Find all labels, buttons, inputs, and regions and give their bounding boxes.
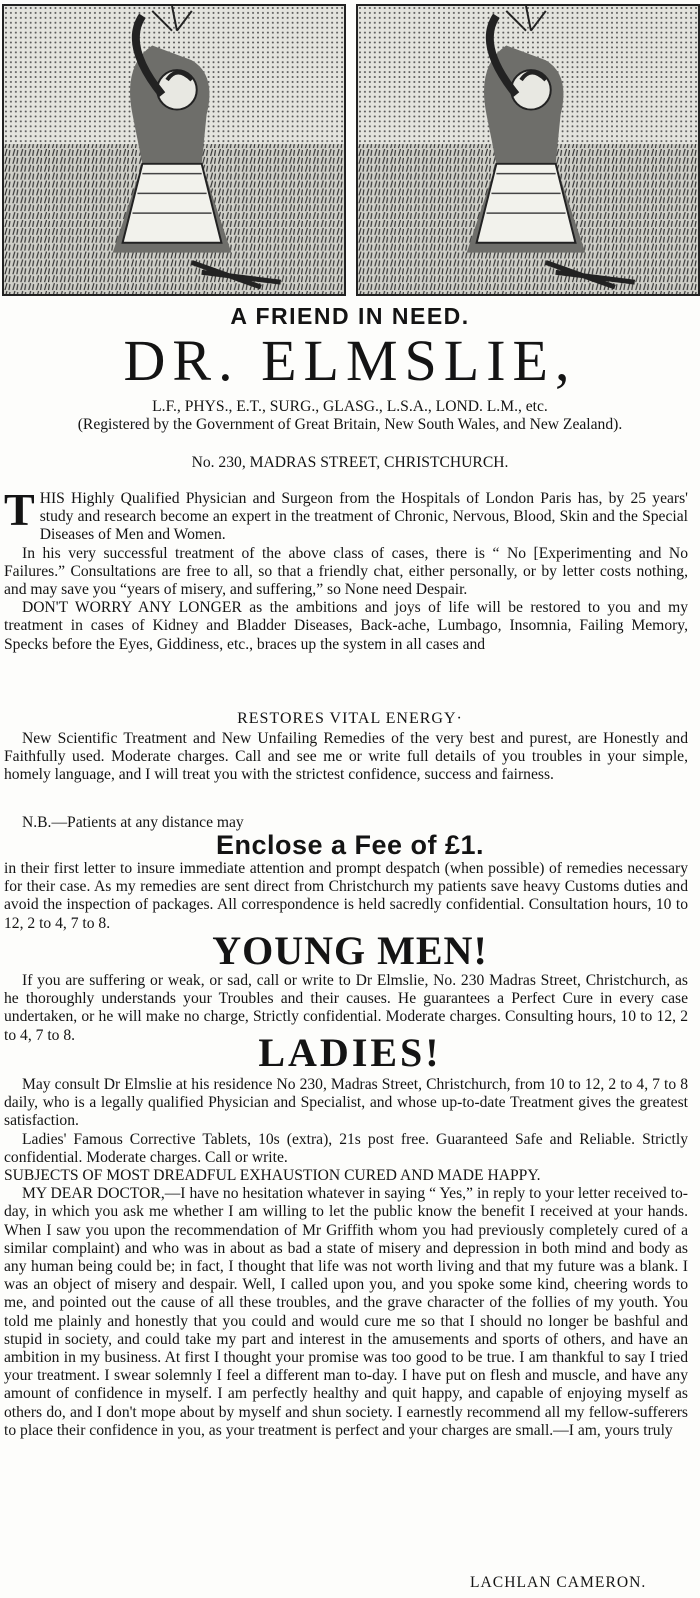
- intro-text-1: HIS Highly Qualified Physician and Surgeon from the Hospitals of London Paris has, by 25 years' study and research become an expert in the treatment of Chronic, Nervous, Blood, Skin and the Special Diseases of Men and Women.: [39, 490, 688, 544]
- qualifications-line: L.F., PHYS., E.T., SURG., GLASG., L.S.A., LOND. L.M., etc.: [152, 398, 548, 415]
- enclose-fee-heading: Enclose a Fee of £1.: [215, 830, 485, 860]
- restores-section: [4, 730, 688, 785]
- ladies-heading: LADIES!: [258, 1030, 442, 1075]
- tagline-heading: A FRIEND IN NEED.: [230, 303, 470, 329]
- woman-with-raised-arm-image: [358, 6, 698, 294]
- address-line: No. 230, MADRAS STREET, CHRISTCHURCH.: [191, 454, 509, 471]
- illustrations: [0, 4, 700, 300]
- fee-nb-line: N.B.—Patients at any distance may: [22, 814, 244, 831]
- woman-with-raised-arm-image: [4, 6, 344, 294]
- intro-paragraph-3: DON'T WORRY ANY LONGER as the ambitions and joys of life will be restored to you and my treatment in cases of Kidney and Bladder Diseases, Back-ache, Lumbago, Insomnia, Failing Memory, Specks before the Eyes, Giddiness, etc., braces up the system in all cases and: [4, 599, 688, 653]
- intro-paragraph-2: In his very successful treatment of the above class of cases, there is “ No [Experimenting and No Failures.” Consultations are free to all, so that a friendly chat, either personally, or by letter costs nothing, and may save you “years of misery, and suffering,” so None need Despair.: [4, 544, 688, 599]
- ladies-paragraph-2: Ladies' Famous Corrective Tablets, 10s (extra), 21s post free. Guaranteed Safe and Reliable. Strictly confidential. Moderate charges. Call or write.: [4, 1130, 688, 1166]
- signature-name: LACHLAN CAMERON.: [470, 1574, 647, 1591]
- young-men-heading: YOUNG MEN!: [212, 928, 488, 973]
- illustration-woman-left: [2, 4, 346, 296]
- young-men-paragraph: If you are suffering or weak, or sad, call or write to Dr Elmslie, No. 230 Madras Street, Christchurch, as he thoroughly understands your Troubles and their causes. He guarantees a Perfect Cure in every case undertaken, or he will make no charge, Strictly confidential. Moderate charges. Consulting hours, 10 to 12, 2 to 4, 7 to 8.: [4, 972, 688, 1044]
- restores-vital-energy-heading: RESTORES VITAL ENERGY·: [237, 710, 463, 727]
- restores-paragraph: New Scientific Treatment and New Unfailing Remedies of the very best and purest, are Honestly and Faithfully used. Moderate charges. Call and see me or write full details of you troubles in your simple, homely language, and I will treat you with the strictest confidence, success and fairness.: [4, 730, 688, 784]
- illustration-woman-right: [356, 4, 700, 296]
- testimonial-letter: MY DEAR DOCTOR,—I have no hesitation whatever in saying “ Yes,” in reply to your letter received to-day, in which you ask me whether I am willing to let the public know the benefit I received at your hands. When I saw you upon the recommendation of Mr Griffith whom you had previously completely cured of a similar complaint) and who was in about as bad a state of misery and depression in both mind and body as any human being could be; in fact, I thought that life was not worth living and that my future was a blank. I was an object of misery and despair. Well, I called upon you, and you spoke some kind, cheering words to me, and pointed out the cause of all these troubles, and the grave character of the follies of my youth. You told me plainly and honestly that you could and would cure me so that I should no longer be bashful and stupid in society, and could take my part and interest in the amusements and sports of others, and have an ambition in my business. At first I thought your promise was too good to be true. I am thankful to say I tried your treatment. I swear solemnly I feel a different man to-day. I have put on flesh and muscle, and have any amount of confidence in myself. I am perfectly healthy and quit happy, and capable of enjoying myself as others do, and I don't mope about by myself and shun society. I earnestly recommend all my fellow-sufferers to place their confidence in you, as your treatment is perfect and your charges are small.—I am, yours truly: [4, 1185, 688, 1439]
- fee-section: [4, 860, 688, 933]
- intro-paragraph-1: [4, 484, 688, 545]
- drop-cap: T: [4, 484, 35, 535]
- ladies-subheading: SUBJECTS OF MOST DREADFUL EXHAUSTION CURED AND MADE HAPPY.: [4, 1167, 541, 1185]
- ladies-section: [4, 1076, 688, 1440]
- ladies-paragraph-1: May consult Dr Elmslie at his residence No 230, Madras Street, Christchurch, from 10 to 12, 2 to 4, 7 to 8 daily, who is a legally qualified Physician and Specialist, and whose up-to-date Treatment gives the greatest satisfaction.: [4, 1076, 688, 1130]
- registration-line: (Registered by the Government of Great Britain, New South Wales, and New Zealand).: [77, 416, 623, 433]
- intro-section: [4, 484, 688, 654]
- fee-paragraph: in their first letter to insure immediate attention and prompt despatch (when possible) of remedies necessary for their case. As my remedies are sent direct from Christchurch my patients save heavy Customs duties and avoid the inspection of packages. All correspondence is held sacredly confidential. Consultation hours, 10 to 12, 2 to 4, 7 to 8.: [4, 860, 688, 932]
- doctor-name-heading: DR. ELMSLIE,: [123, 328, 577, 393]
